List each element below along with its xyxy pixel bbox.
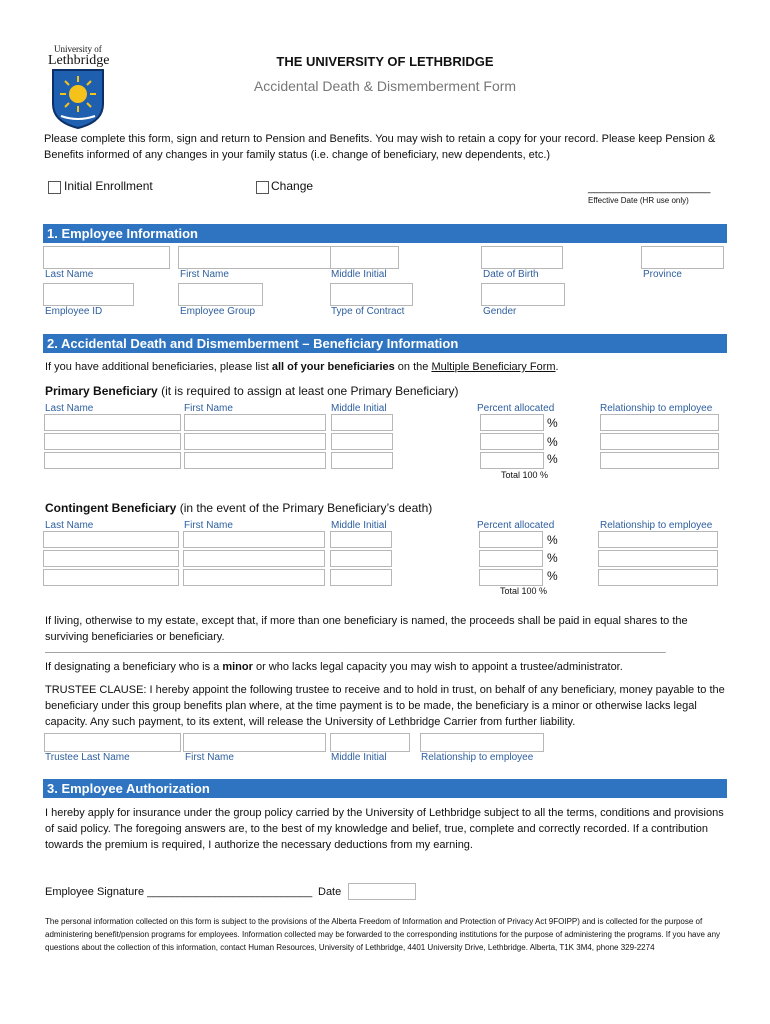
primary-last-name-input[interactable] bbox=[44, 414, 181, 431]
minor-bold: minor bbox=[222, 661, 253, 673]
primary-percent-input[interactable] bbox=[480, 452, 544, 469]
primary-first-name-input[interactable] bbox=[184, 433, 326, 450]
contingent-relationship-input[interactable] bbox=[598, 569, 718, 586]
primary-first-name-input[interactable] bbox=[184, 452, 326, 469]
trustee-last-name-input[interactable] bbox=[44, 733, 181, 752]
contingent-last-name-input[interactable] bbox=[43, 569, 179, 586]
province-input[interactable] bbox=[641, 246, 724, 269]
contingent-beneficiary-bold: Contingent Beneficiary bbox=[45, 501, 177, 515]
primary-relationship-label: Relationship to employee bbox=[600, 403, 713, 414]
primary-percent-input[interactable] bbox=[480, 414, 544, 431]
multiple-beneficiary-form-link[interactable]: Multiple Beneficiary Form bbox=[431, 361, 556, 373]
primary-percent-label: Percent allocated bbox=[477, 403, 555, 414]
change-label: Change bbox=[271, 179, 314, 193]
percent-sign: % bbox=[547, 452, 558, 466]
primary-last-name-input[interactable] bbox=[44, 433, 181, 450]
contingent-first-name-input[interactable] bbox=[183, 550, 325, 567]
effective-date-line: ____________________ bbox=[588, 182, 711, 194]
contingent-middle-initial-input[interactable] bbox=[330, 550, 392, 567]
initial-enrollment-checkbox[interactable] bbox=[48, 181, 61, 194]
contingent-first-name-input[interactable] bbox=[183, 531, 325, 548]
primary-middle-initial-input[interactable] bbox=[331, 433, 393, 450]
contingent-relationship-input[interactable] bbox=[598, 531, 718, 548]
employee-group-input[interactable] bbox=[178, 283, 263, 306]
percent-sign: % bbox=[547, 569, 558, 583]
type-of-contract-label: Type of Contract bbox=[331, 306, 405, 317]
contingent-last-name-input[interactable] bbox=[43, 531, 179, 548]
date-of-birth-input[interactable] bbox=[481, 246, 563, 269]
primary-total-label: Total 100 % bbox=[501, 470, 549, 480]
primary-middle-initial-input[interactable] bbox=[331, 414, 393, 431]
percent-sign: % bbox=[547, 551, 558, 565]
additional-beneficiaries-note bbox=[45, 359, 559, 375]
form-title: THE UNIVERSITY OF LETHBRIDGE bbox=[276, 54, 494, 69]
initial-enrollment-label: Initial Enrollment bbox=[64, 179, 153, 193]
primary-middle-initial-label: Middle Initial bbox=[331, 403, 387, 414]
percent-sign: % bbox=[547, 416, 558, 430]
note-post: . bbox=[555, 361, 559, 373]
percent-sign: % bbox=[547, 533, 558, 547]
employee-group-label: Employee Group bbox=[180, 306, 256, 317]
primary-first-name-input[interactable] bbox=[184, 414, 326, 431]
logo-line1: University of bbox=[54, 44, 102, 54]
contingent-total-label: Total 100 % bbox=[500, 586, 548, 596]
contingent-middle-initial-input[interactable] bbox=[330, 531, 392, 548]
trustee-relationship-label: Relationship to employee bbox=[421, 752, 534, 763]
date-input[interactable] bbox=[348, 883, 416, 900]
date-of-birth-label: Date of Birth bbox=[483, 269, 539, 280]
middle-initial-input[interactable] bbox=[330, 246, 399, 269]
contingent-middle-initial-input[interactable] bbox=[330, 569, 392, 586]
primary-relationship-input[interactable] bbox=[600, 452, 719, 469]
note-mid: on the bbox=[394, 361, 432, 373]
percent-sign: % bbox=[547, 435, 558, 449]
province-label: Province bbox=[643, 269, 682, 280]
change-checkbox[interactable] bbox=[256, 181, 269, 194]
primary-percent-input[interactable] bbox=[480, 433, 544, 450]
gender-input[interactable] bbox=[481, 283, 565, 306]
effective-date-label: Effective Date (HR use only) bbox=[588, 196, 689, 205]
primary-last-name-label: Last Name bbox=[45, 403, 94, 414]
estate-text: If living, otherwise to my estate, except that, if more than one beneficiary is named, the proceeds shall be paid in equal shares to the surviving beneficiaries or beneficiary. bbox=[45, 615, 688, 643]
divider-line: ____________________________________________________________________________________________________________________________ bbox=[45, 643, 666, 653]
primary-beneficiary-bold: Primary Beneficiary bbox=[45, 384, 158, 398]
employee-id-input[interactable] bbox=[43, 283, 134, 306]
contingent-last-name-label: Last Name bbox=[45, 520, 94, 531]
minor-post: or who lacks legal capacity you may wish to appoint a trustee/administrator. bbox=[252, 661, 623, 673]
contingent-first-name-input[interactable] bbox=[183, 569, 325, 586]
trustee-clause: TRUSTEE CLAUSE: I hereby appoint the following trustee to receive and to hold in trust, on behalf of any beneficiary, money payable to the beneficiary under this group benefits plan where, at the time payment is to be made, the beneficiary is a minor or otherwise lacks legal capacity. Any such payment, to its extent, will release the University of Lethbridge Carrier from further liability. bbox=[45, 684, 725, 728]
trustee-first-name-label: First Name bbox=[185, 752, 234, 763]
contingent-percent-input[interactable] bbox=[479, 569, 543, 586]
trustee-first-name-input[interactable] bbox=[183, 733, 326, 752]
first-name-label: First Name bbox=[180, 269, 229, 280]
primary-relationship-input[interactable] bbox=[600, 414, 719, 431]
section-employee-authorization: 3. Employee Authorization bbox=[43, 779, 727, 798]
employee-id-label: Employee ID bbox=[45, 306, 103, 317]
contingent-middle-initial-label: Middle Initial bbox=[331, 520, 387, 531]
primary-beneficiary-rest: (it is required to assign at least one Primary Beneficiary) bbox=[157, 384, 459, 398]
section-employee-information: 1. Employee Information bbox=[43, 224, 727, 243]
trustee-relationship-input[interactable] bbox=[420, 733, 544, 752]
contingent-first-name-label: First Name bbox=[184, 520, 233, 531]
last-name-label: Last Name bbox=[45, 269, 94, 280]
gender-label: Gender bbox=[483, 306, 517, 317]
minor-note bbox=[45, 659, 623, 675]
logo-line2: Lethbridge bbox=[48, 53, 110, 68]
trustee-middle-initial-label: Middle Initial bbox=[331, 752, 387, 763]
primary-relationship-input[interactable] bbox=[600, 433, 719, 450]
primary-first-name-label: First Name bbox=[184, 403, 233, 414]
contingent-percent-label: Percent allocated bbox=[477, 520, 555, 531]
note-bold: all of your beneficiaries bbox=[271, 361, 395, 373]
date-label: Date bbox=[318, 886, 342, 898]
primary-last-name-input[interactable] bbox=[44, 452, 181, 469]
middle-initial-label: Middle Initial bbox=[331, 269, 387, 280]
section-beneficiary-information: 2. Accidental Death and Dismemberment – Beneficiary Information bbox=[43, 334, 727, 353]
contingent-last-name-input[interactable] bbox=[43, 550, 179, 567]
primary-middle-initial-input[interactable] bbox=[331, 452, 393, 469]
privacy-footer: The personal information collected on this form is subject to the provisions of the Alberta Freedom of Information and Protection of Privacy Act 9FOIPP) and is collected for the purpose of administering benefit/pension programs for employees. Information collected may be forwarded to the corresponding institutions for the purpose of administering the programs. If you have any questions about the collection of this information, contact Human Resources, University of Lethbridge, 4401 University Drive, Lethbridge. Alberta, T1K 3M4, phone 329-2274 bbox=[45, 917, 721, 952]
employee-signature-label: Employee Signature ___________________________ bbox=[45, 886, 313, 898]
contingent-beneficiary-rest: (in the event of the Primary Beneficiary’s death) bbox=[176, 501, 433, 515]
form-subtitle: Accidental Death & Dismemberment Form bbox=[253, 78, 517, 94]
intro-text: Please complete this form, sign and return to Pension and Benefits. You may wish to retain a copy for your record. Please keep Pension & Benefits informed of any changes in your family status (i.e. change of beneficiary, new dependents, etc.) bbox=[44, 133, 716, 161]
note-pre: If you have additional beneficiaries, please list bbox=[45, 361, 272, 373]
contingent-relationship-label: Relationship to employee bbox=[600, 520, 713, 531]
trustee-middle-initial-input[interactable] bbox=[330, 733, 410, 752]
contingent-relationship-input[interactable] bbox=[598, 550, 718, 567]
trustee-last-name-label: Trustee Last Name bbox=[45, 752, 130, 763]
contingent-percent-input[interactable] bbox=[479, 550, 543, 567]
contingent-percent-input[interactable] bbox=[479, 531, 543, 548]
primary-beneficiary-heading bbox=[45, 384, 459, 398]
type-of-contract-input[interactable] bbox=[330, 283, 413, 306]
last-name-input[interactable] bbox=[43, 246, 170, 269]
authorization-text: I hereby apply for insurance under the group policy carried by the University of Lethbridge subject to all the terms, conditions and provisions of said policy. The foregoing answers are, to the best of my knowledge and belief, true, complete and correctly recorded. If a contribution towards the premium is required, I authorize the necessary deductions from my earning. bbox=[45, 807, 724, 851]
contingent-beneficiary-heading bbox=[45, 501, 432, 515]
minor-pre: If designating a beneficiary who is a bbox=[45, 661, 223, 673]
